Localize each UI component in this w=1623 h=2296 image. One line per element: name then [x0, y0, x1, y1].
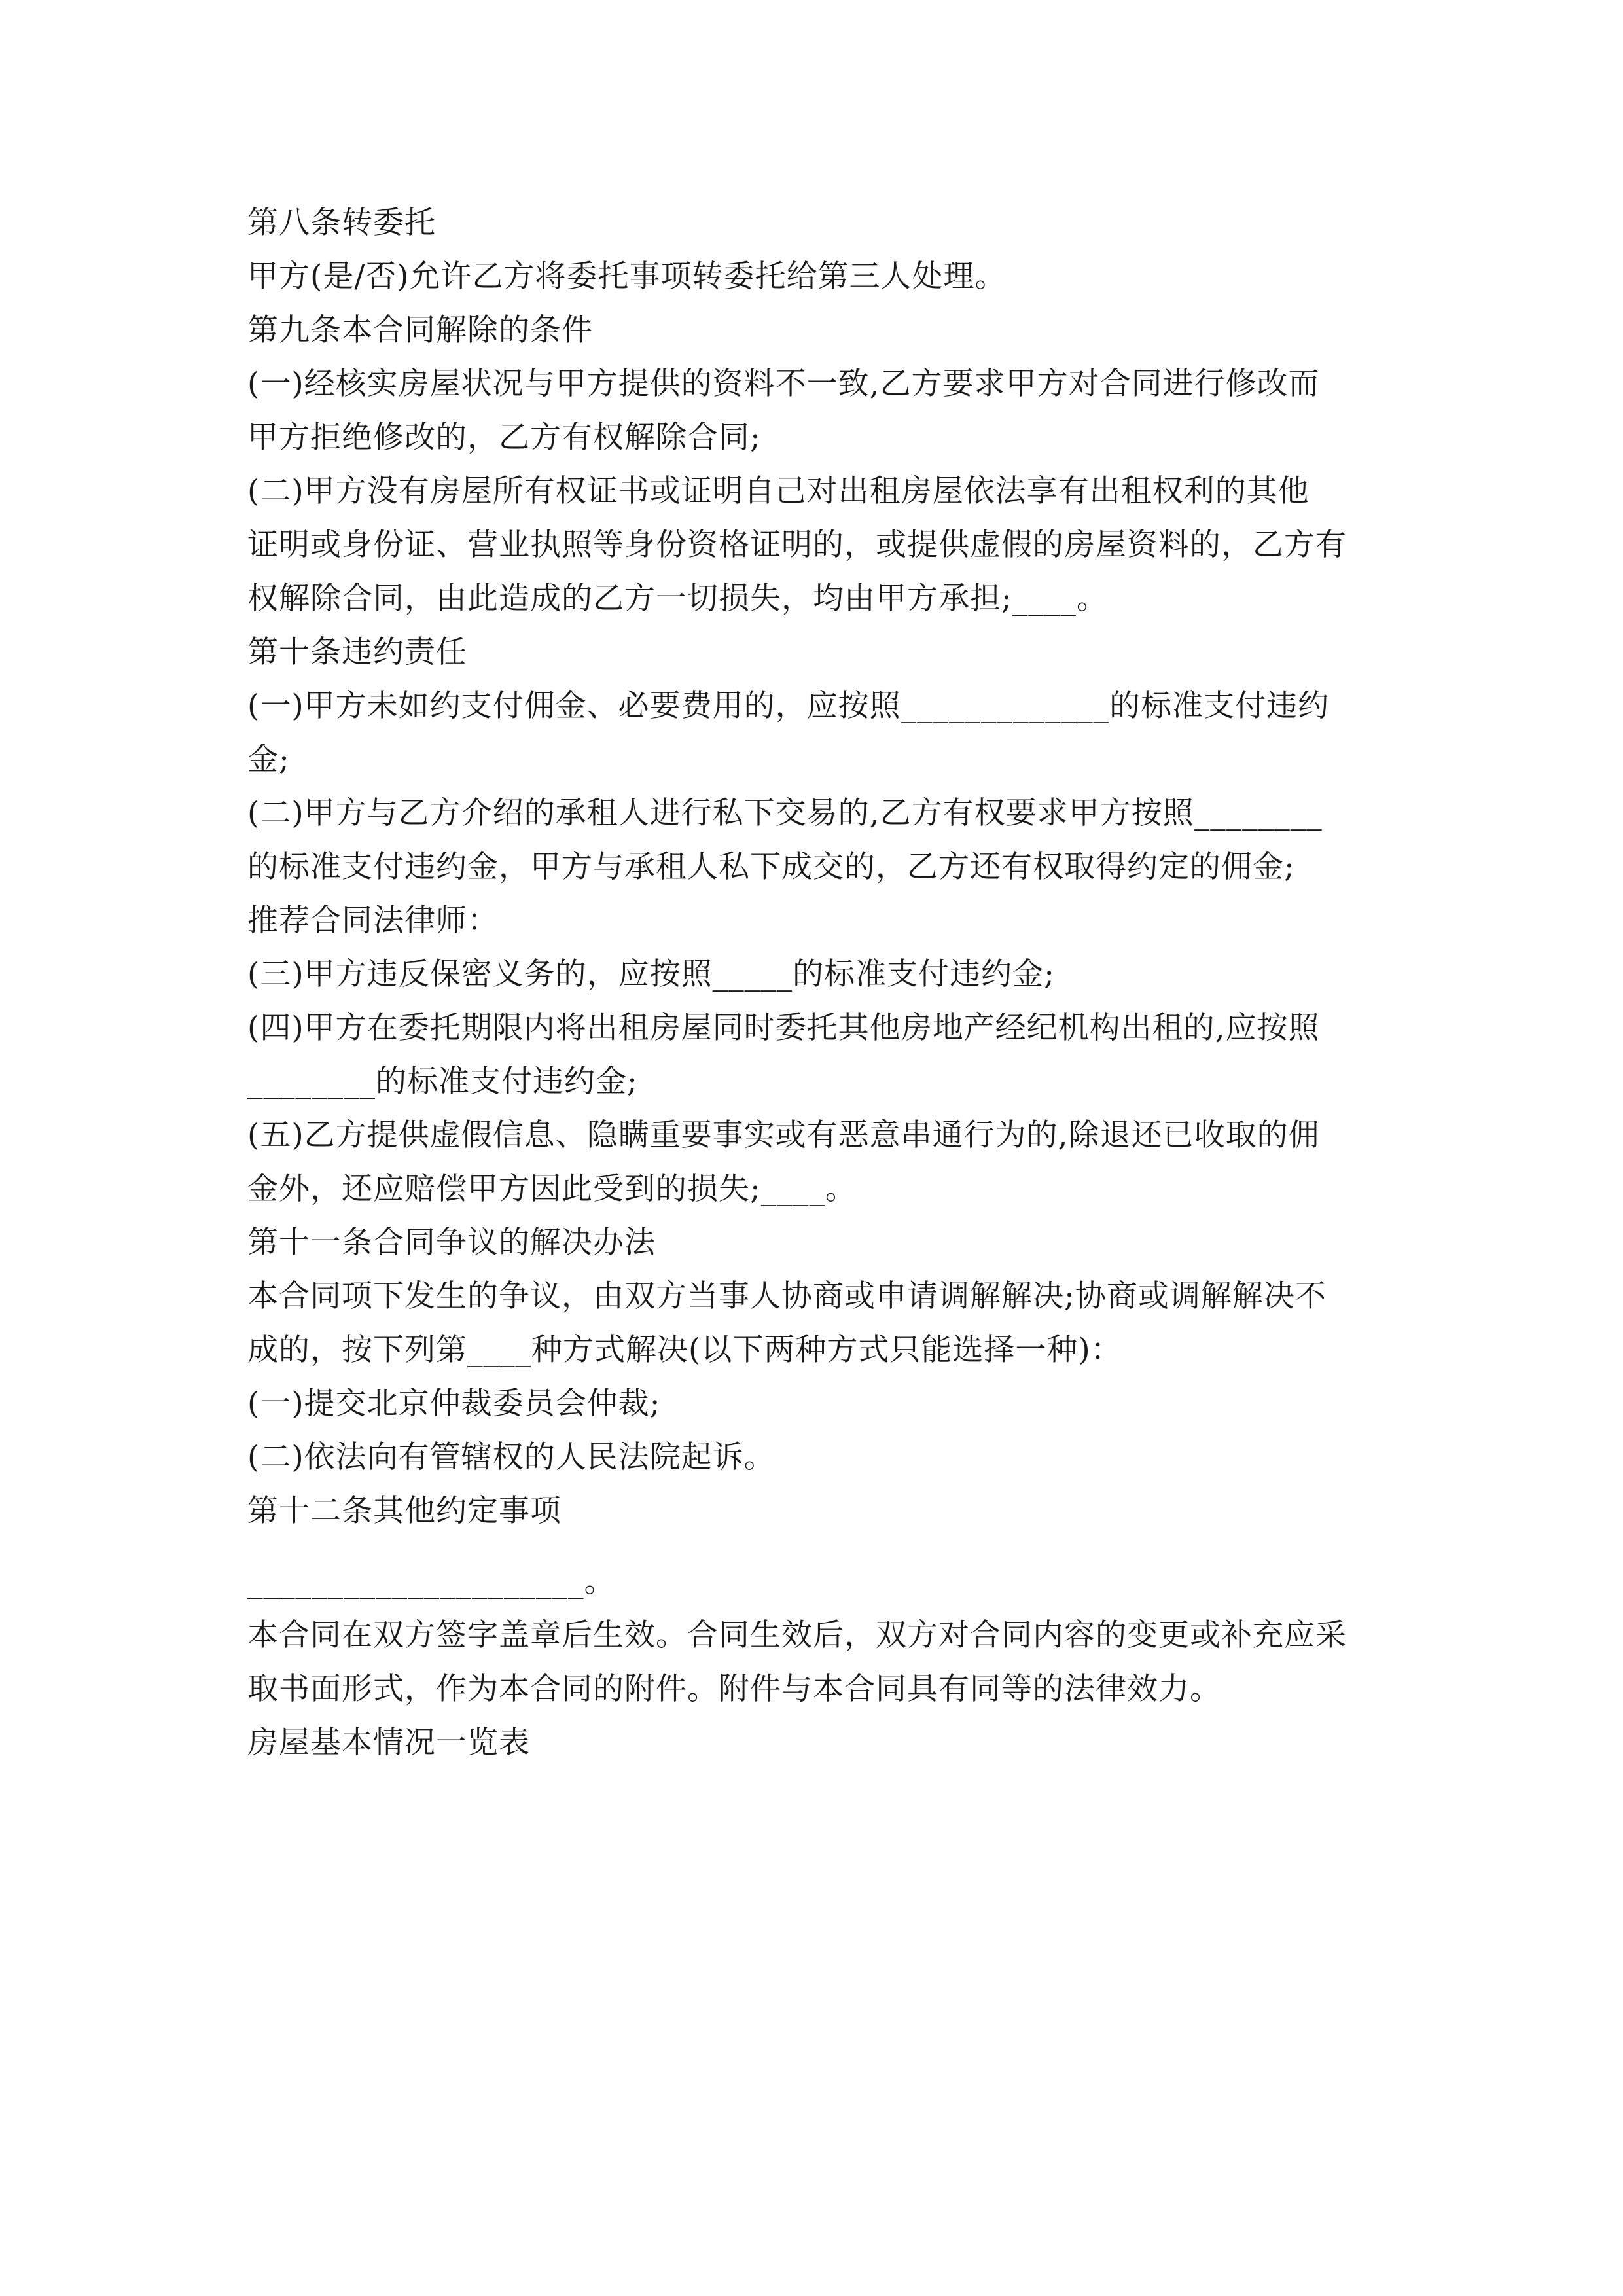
- document-body: [247, 196, 1389, 1770]
- article-10-item-4-line-1: (四)甲方在委托期限内将出租房屋同时委托其他房地产经纪机构出租的,应按照: [247, 1010, 1320, 1046]
- article-8-heading: 第八条转委托: [247, 205, 436, 241]
- article-10-item-2-line-2: 的标准支付违约金，甲方与承租人私下成交的，乙方还有权取得约定的佣金;: [247, 849, 1295, 885]
- article-11-text-line-1: 本合同项下发生的争议，由双方当事人协商或申请调解解决;协商或调解解决不: [247, 1278, 1327, 1314]
- article-9-item-1-line-1: (一)经核实房屋状况与甲方提供的资料不一致,乙方要求甲方对合同进行修改而: [247, 366, 1320, 402]
- effective-clause-line-1: 本合同在双方签字盖章后生效。合同生效后，双方对合同内容的变更或补充应采: [247, 1617, 1347, 1653]
- article-11-option-1: (一)提交北京仲裁委员会仲裁;: [247, 1386, 661, 1422]
- article-9-item-2-line-3: 权解除合同，由此造成的乙方一切损失，均由甲方承担;____。: [247, 581, 1108, 617]
- article-10-item-5-line-2: 金外，还应赔偿甲方因此受到的损失;____。: [247, 1171, 857, 1207]
- article-12-blank: _____________________。: [247, 1564, 616, 1600]
- article-10-item-1-line-1: (一)甲方未如约支付佣金、必要费用的，应按照_____________的标准支付违约: [247, 688, 1330, 724]
- article-12-heading: 第十二条其他约定事项: [247, 1493, 562, 1529]
- article-10-item-5-line-1: (五)乙方提供虚假信息、隐瞒重要事实或有恶意串通行为的,除退还已收取的佣: [247, 1117, 1320, 1153]
- article-8-text: 甲方(是/否)允许乙方将委托事项转委托给第三人处理。: [247, 259, 1007, 295]
- article-10-heading: 第十条违约责任: [247, 634, 467, 670]
- article-11-option-2: (二)依法向有管辖权的人民法院起诉。: [247, 1439, 776, 1475]
- article-10-item-2-line-1: (二)甲方与乙方介绍的承租人进行私下交易的,乙方有权要求甲方按照________: [247, 795, 1323, 831]
- article-9-heading: 第九条本合同解除的条件: [247, 312, 593, 348]
- article-11-text-line-2: 成的，按下列第____种方式解决(以下两种方式只能选择一种)：: [247, 1332, 1122, 1368]
- recommend-lawyer-text: 推荐合同法律师：: [247, 903, 499, 939]
- article-9-item-1-line-2: 甲方拒绝修改的，乙方有权解除合同;: [247, 420, 761, 456]
- blank-spacer: [247, 1538, 1389, 1555]
- article-10-item-1-line-2: 金;: [247, 742, 290, 778]
- article-11-heading: 第十一条合同争议的解决办法: [247, 1225, 656, 1261]
- article-10-item-3: (三)甲方违反保密义务的，应按照_____的标准支付违约金;: [247, 956, 1056, 992]
- house-info-table-title: 房屋基本情况一览表: [247, 1725, 530, 1761]
- article-9-item-2-line-1: (二)甲方没有房屋所有权证书或证明自己对出租房屋依法享有出租权利的其他: [247, 473, 1310, 509]
- article-10-item-4-line-2: ________的标准支付违约金;: [247, 1064, 638, 1100]
- effective-clause-line-2: 取书面形式，作为本合同的附件。附件与本合同具有同等的法律效力。: [247, 1671, 1221, 1707]
- article-9-item-2-line-2: 证明或身份证、营业执照等身份资格证明的，或提供虚假的房屋资料的，乙方有: [247, 527, 1347, 563]
